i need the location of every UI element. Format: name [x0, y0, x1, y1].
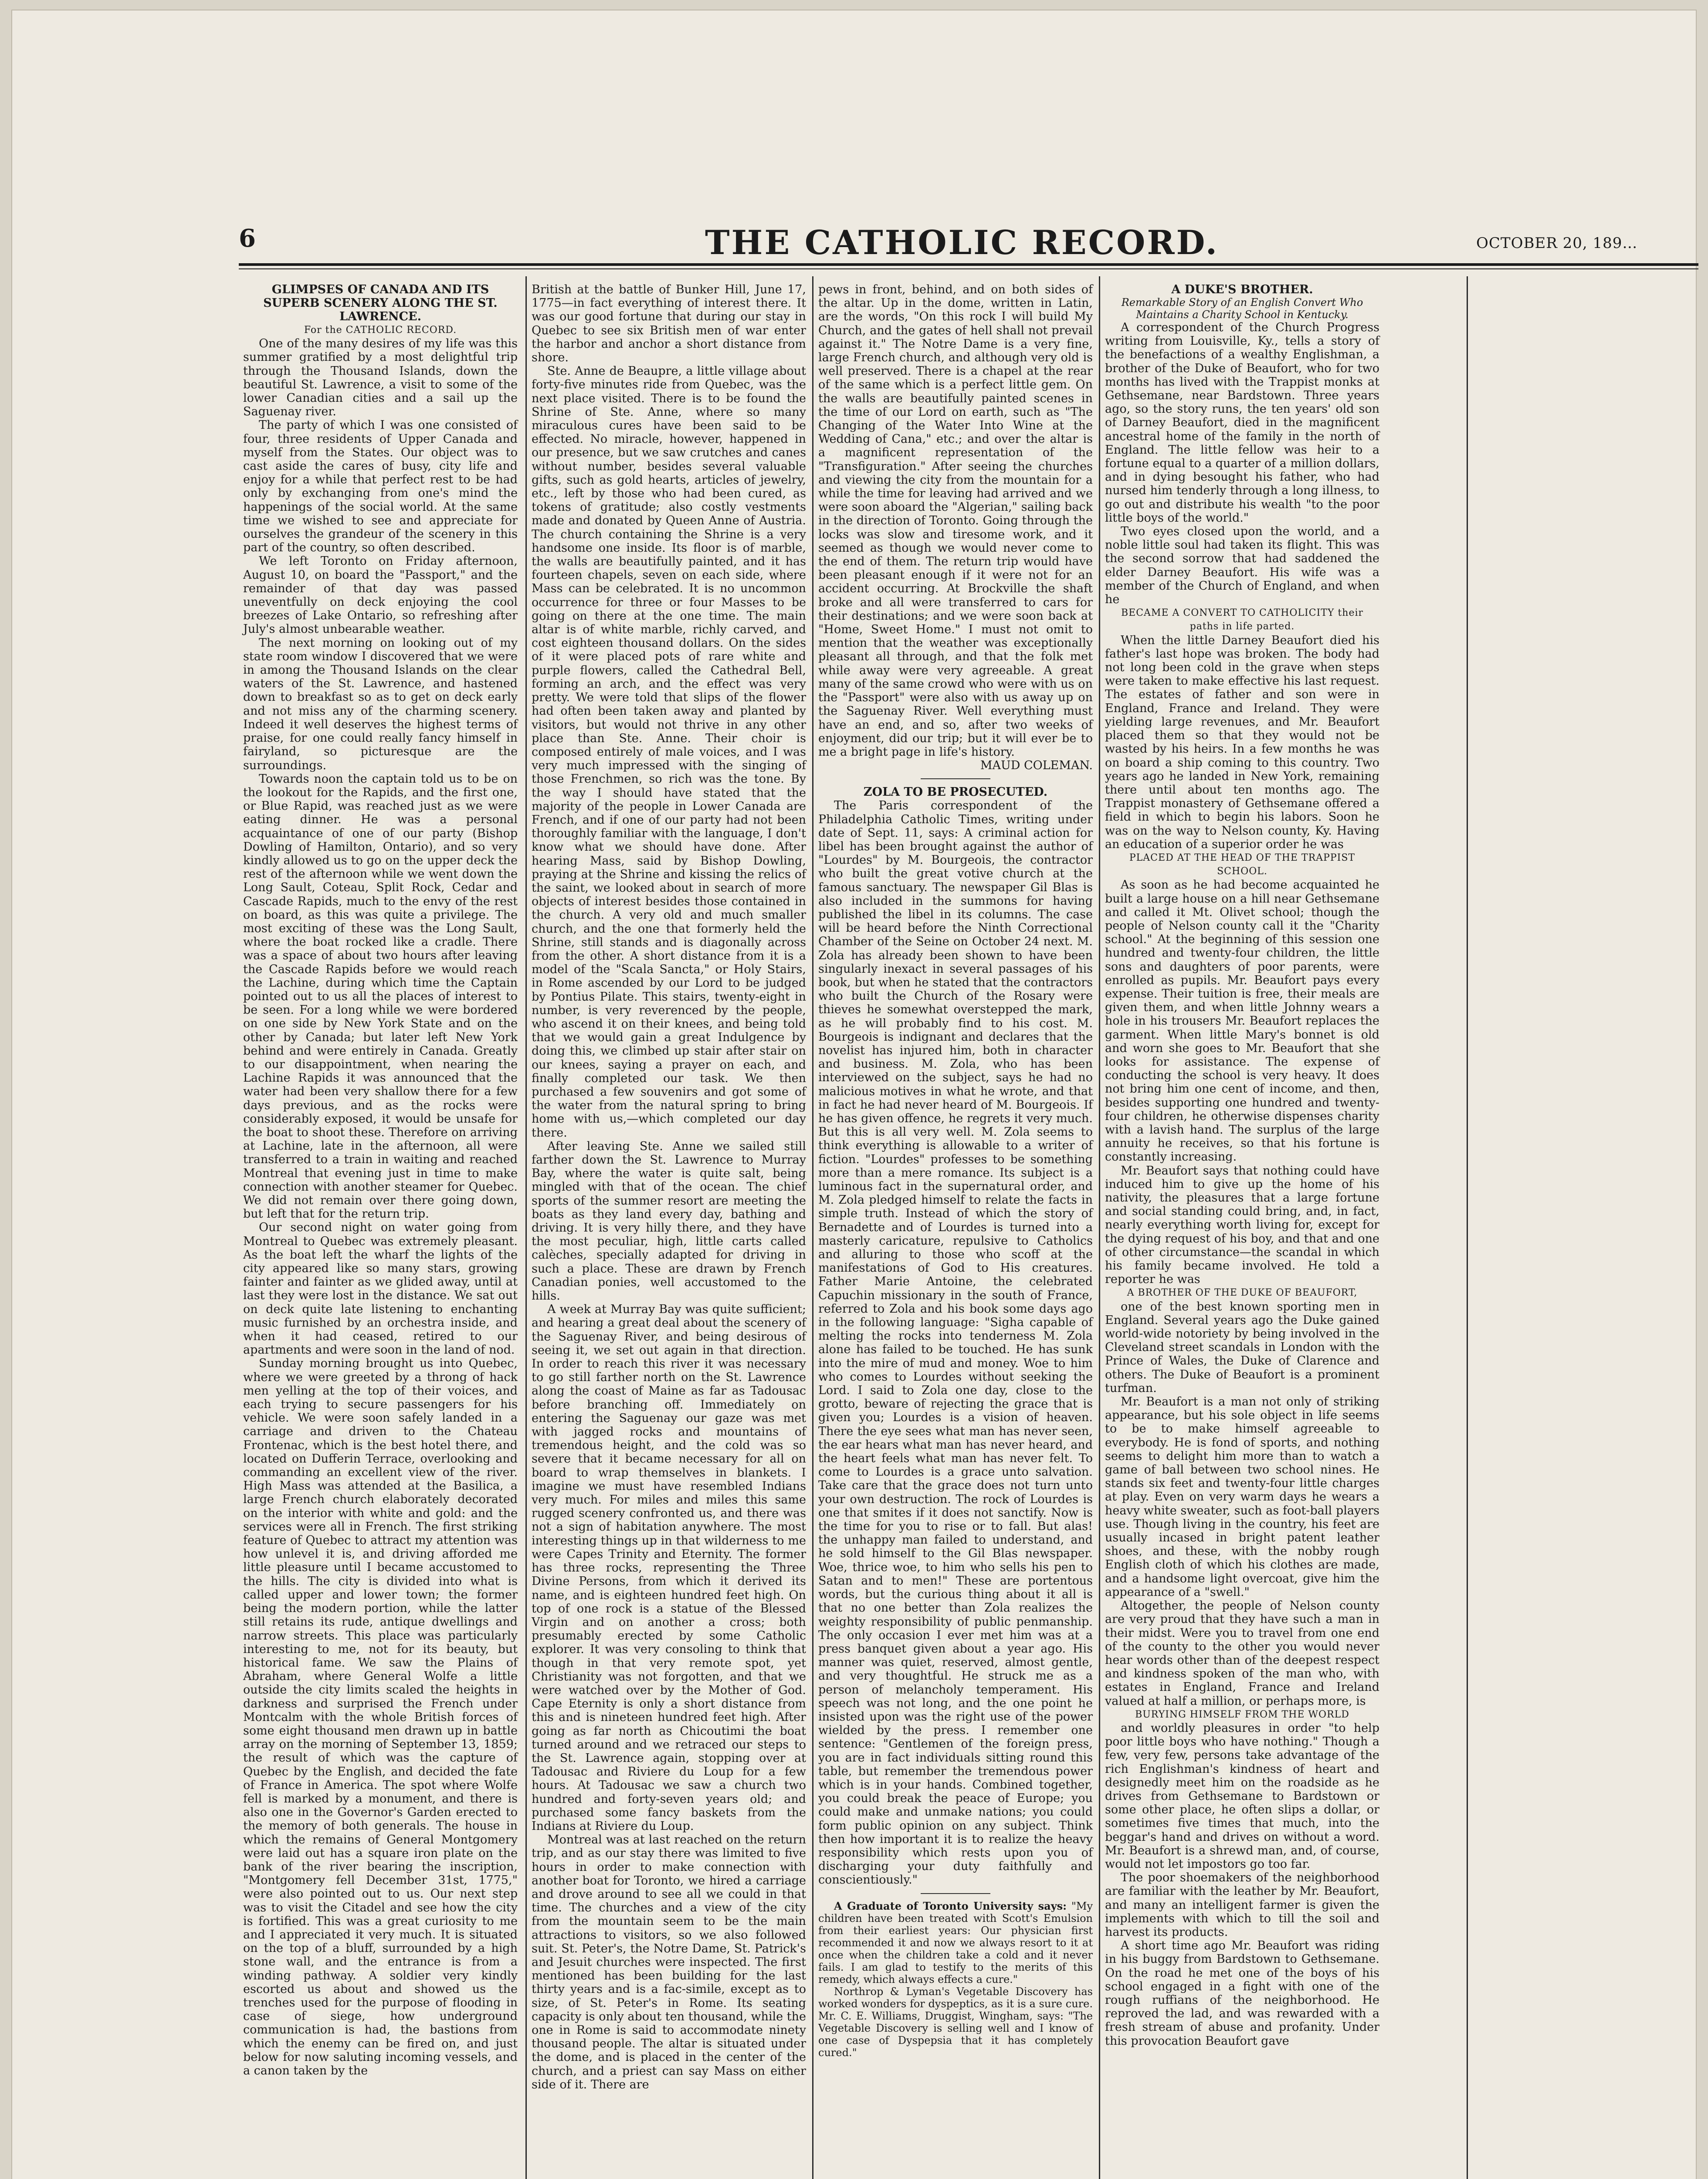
article-heading: A DUKE'S BROTHER.	[1171, 283, 1313, 296]
paragraph: After leaving Ste. Anne we sailed still farther down the St. Lawrence to Murray Bay, where the water is quite salt, being mingled with that of the ocean. The chief sports of the summer resort are meeting the boats as they land every day, bathing and driving. It is very hilly there, and they have the most peculiar, high, little carts called calèches, specially adapted for driving in such a place. These are drawn by French Canadian ponies, well accustomed to the hills.	[532, 1139, 806, 1303]
article-heading: GLIMPSES OF CANADA AND ITS SUPERB SCENERY ALONG THE ST. LAWRENCE.	[263, 283, 498, 323]
paragraph: Towards noon the captain told us to be on the lookout for the Rapids, and the first one, or Blue Rapid, was reached just as we were eating dinner. He was a personal acquaintance of one of our party (Bishop Dowling of Hamilton, Ontario), and so very kindly allowed us to go on the upper deck the rest of the afternoon while we went down the Long Sault, Coteau, Split Rock, Cedar and Cascade Rapids, much to the envy of the rest on board, as this was quite a privilege. The most exciting of these was the Long Sault, where the boat rocked like a cradle. There was a space of about two hours after leaving the Cascade Rapids before we would reach the Lachine, during which time the Captain pointed out to us all the places of interest to be seen. For a long while we were bordered on one side by New York State and on the other by Canada; but later left New York behind and were entirely in Canada. Greatly to our disappointment, when nearing the Lachine Rapids it was announced that the water had been very shallow there for a few days previous, and as the rocks were considerably exposed, it would be unsafe for the boat to shoot these. Therefore on arriving at Lachine, late in the afternoon, all were transferred to a train in waiting and reached Montreal that evening just in time to make connection with another steamer for Quebec. We did not remain over there going down, but left that for the return trip.	[243, 772, 518, 1221]
article-signature: MAUD COLEMAN.	[980, 759, 1093, 773]
section-heading: BECAME A CONVERT TO CATHOLICITY their paths in life parted.	[1121, 608, 1364, 632]
paragraph: As soon as he had become acquainted he built a large house on a hill near Gethsemane and called it Mt. Olivet school; though the people of Nelson county call it the "Charity school." At the beginning of this session one hundred and twenty-four children, the little sons and daughters of poor parents, were enrolled as pupils. Mr. Beaufort pays every expense. Their tuition is free, their meals are given them, and when little Johnny wears a hole in his trousers Mr. Beaufort replaces the garment. When little Mary's bonnet is old and worn she goes to Mr. Beaufort that she looks for assistance. The expense of conducting the school is very heavy. It does not bring him one cent of income, and then, besides supporting one hundred and twenty-four children, he otherwise dispenses charity with a lavish hand. The surplus of the large annuity he receives, so that his fortune is constantly increasing.	[1105, 878, 1379, 1164]
paragraph: British at the battle of Bunker Hill, June 17, 1775—in fact everything of interest there. It was our good fortune that during our stay in Quebec to see six British men of war enter the harbor and anchor a short distance from shore.	[532, 283, 806, 365]
paragraph: pews in front, behind, and on both sides of the altar. Up in the dome, written in Latin, are the words, "On this rock I will build My Church, and the gates of hell shall not prevail against it." The Notre Dame is a very fine, large French church, and although very old is well preserved. There is a chapel at the rear of the same which is a perfect little gem. On the walls are beautifully painted scenes in the time of our Lord on earth, such as "The Changing of the Water Into Wine at the Wedding of Cana," etc.; and over the altar is a magnificent representation of the "Transfiguration." After seeing the churches and viewing the city from the mountain for a while the time for leaving had arrived and we were soon aboard the "Algerian," sailing back in the direction of Toronto. Going through the locks was slow and tiresome work, and it seemed as though we would never come to the end of them. The return trip would have been pleasant enough if it were not for an accident occurring. At Brockville the shaft broke and all were transferred to cars for their destinations; and we were soon back at "Home, Sweet Home." I must not omit to mention that the weather was exceptionally pleasant all through, and that the folk met while away were very agreeable. A great many of the same crowd who were with us on the "Passport" were also with us away up on the Saguenay River. Well everything must have an end, and so, after two weeks of enjoyment, did our trip; but it will ever be to me a bright page in life's history.	[818, 283, 1093, 759]
paragraph: Altogether, the people of Nelson county are very proud that they have such a man in their midst. Were you to travel from one end of the county to the other you would never hear words other than of the deepest respect and kindness spoken of the man who, with estates in England, France and Ireland valued at half a million, or perhaps more, is	[1105, 1599, 1379, 1708]
column-divider	[812, 276, 813, 2179]
column-divider	[1099, 276, 1100, 2179]
masthead-rule-thin	[239, 268, 1698, 269]
paragraph: and worldly pleasures in order "to help poor little boys who have nothing." Though a few, very few, persons take advantage of the rich Englishman's kindness of heart and designedly meet him on the roadside as he drives from Gethsemane to Bardstown or some other place, he often slips a dollar, or sometimes five times that much, into the beggar's hand and drives on without a word. Mr. Beaufort is a shrewd man, and, of course, would not let impostors go too far.	[1105, 1721, 1379, 1871]
paragraph: Two eyes closed upon the world, and a noble little soul had taken its flight. This was the second sorrow that had saddened the elder Darney Beaufort. His wife was a member of the Church of England, and when he	[1105, 525, 1379, 607]
column-1	[243, 283, 518, 2077]
article-heading: ZOLA TO BE PROSECUTED.	[863, 785, 1048, 799]
paragraph: One of the many desires of my life was this summer gratified by a most delightful trip through the Thousand Islands, down the beautiful St. Lawrence, a visit to some of the lower Canadian cities and a sail up the Saguenay river.	[243, 337, 518, 419]
graduate-lead: A Graduate of Toronto University says:	[834, 1899, 1067, 1912]
divider	[921, 778, 990, 779]
divider	[921, 1893, 990, 1894]
paragraph: We left Toronto on Friday afternoon, August 10, on board the "Passport," and the remainder of that day was passed uneventfully on deck enjoying the cool breezes of Lake Ontario, so refreshing after July's almost unbearable weather.	[243, 554, 518, 636]
column-2	[532, 283, 806, 2091]
graduate-text: "My children have been treated with Scott's Emulsion from their earliest years: Our physician first recommended it and now we always resort to it at once when the children take a cold and it never fails. I am glad to testify to the merits of this remedy, which always effects a cure."	[818, 1900, 1093, 1986]
newspaper-page	[12, 10, 1696, 2179]
paragraph: Sunday morning brought us into Quebec, where we were greeted by a throng of hack men yelling at the top of their voices, and each trying to secure passengers for his vehicle. We were soon safely landed in a carriage and driven to the Chateau Frontenac, which is the best hotel there, and located on Dufferin Terrace, overlooking and commanding an excellent view of the river. High Mass was attended at the Basilica, a large French church elaborately decorated on the interior with white and gold: and the services were all in French. The first striking feature of Quebec to attract my attention was how unlevel it is, and driving afforded me little pleasure until I became accustomed to the hills. The city is divided into what is called upper and lower town; the former being the modern portion, while the latter still retains its rude, antique dwellings and narrow streets. This place was particularly interesting to me, not for its beauty, but historical fame. We saw the Plains of Abraham, where General Wolfe a little outside the city limits scaled the heights in darkness and surprised the French under Montcalm with the whole British forces of some eight thousand men drawn up in battle array on the morning of September 13, 1859; the result of which was the capture of Quebec by the English, and decided the fate of France in America. The spot where Wolfe fell is marked by a monument, and there is also one in the Governor's Garden erected to the memory of both generals. The house in which the remains of General Montgomery were laid out has a square iron plate on the bank of the river bearing the inscription, "Montgomery fell December 31st, 1775," were also pointed out to us. Our next step was to visit the Citadel and see how the city is fortified. This was a great curiosity to me and I appreciated it very much. It is situated on the top of a bluff, surrounded by a high stone wall, and the entrance is from a winding pathway. A soldier very kindly escorted us about and showed us the trenches used for the purpose of flooding in case of siege, how underground communication is had, the bastions from which the enemy can be fired on, and just below for now saluting incoming vessels, and a canon taken by the	[243, 1357, 518, 2077]
paragraph: When the little Darney Beaufort died his father's last hope was broken. The body had not long been cold in the grave when steps were taken to make effective his last request. The estates of father and son were in England, France and Ireland. They were yielding large revenues, and Mr. Beaufort placed them so that they would not be wasted by his heirs. In a few months he was on board a ship coming to this country. Two years ago he landed in New York, remaining there until about ten months ago. The Trappist monastery of Gethsemane offered a field in which to begin his labors. Soon he was on the way to Nelson county, Ky. Having an education of a superior order he was	[1105, 633, 1379, 851]
column-3	[818, 283, 1093, 2059]
masthead-rule	[239, 263, 1698, 266]
paragraph: one of the best known sporting men in England. Several years ago the Duke gained world-wide notoriety by being involved in the Cleveland street scandals in London with the Prince of Wales, the Duke of Clarence and others. The Duke of Beaufort is a prominent turfman.	[1105, 1300, 1379, 1395]
column-divider	[525, 276, 527, 2179]
paragraph: Montreal was at last reached on the return trip, and as our stay there was limited to five hours in order to make connection with another boat for Toronto, we hired a carriage and drove around to see all we could in that time. The churches and a view of the city from the mountain seem to be the main attractions to visitors, so we also followed suit. St. Peter's, the Notre Dame, St. Patrick's and Jesuit churches were inspected. The first mentioned has been building for the last thirty years and is a fac-simile, except as to size, of St. Peter's in Rome. Its seating capacity is only about ten thousand, while the one in Rome is said to accommodate ninety thousand people. The altar is situated under the dome, and is placed in the center of the church, and a priest can say Mass on either side of it. There are	[532, 1833, 806, 2091]
section-heading: BURYING HIMSELF FROM THE WORLD	[1135, 1709, 1349, 1720]
paragraph: Mr. Beaufort is a man not only of striking appearance, but his sole object in life seems to be to make himself agreeable to everybody. He is fond of sports, and nothing seems to delight him more than to watch a game of ball between two school nines. He stands six feet and twenty-four little charges at play. Even on very warm days he wears a heavy white sweater, such as foot-ball players use. Though living in the country, his feet are usually incased in bright patent leather shoes, and these, with the nobby rough English cloth of which his clothes are made, and a handsome light overcoat, give him the appearance of a "swell."	[1105, 1395, 1379, 1599]
column-4	[1105, 283, 1379, 2048]
paragraph: The next morning on looking out of my state room window I discovered that we were in among the Thousand Islands on the clear waters of the St. Lawrence, and hastened down to breakfast so as to get on deck early and not miss any of the charming scenery. Indeed it well deserves the highest terms of praise, for one could really fancy himself in fairyland, so picturesque are the surroundings.	[243, 636, 518, 772]
paragraph: The Paris correspondent of the Philadelphia Catholic Times, writing under date of Sept. 11, says: A criminal action for libel has been brought against the author of "Lourdes" by M. Bourgeois, the contractor who built the great votive church at the famous sanctuary. The newspaper Gil Blas is also included in the summons for having published the libel in its columns. The case will be heard before the Ninth Correctional Chamber of the Seine on October 24 next. M. Zola has already been shown to have been singularly inexact in several passages of his book, but when he stated that the contractors who built the Church of the Rosary were thieves he somewhat overstepped the mark, as he will probably find to his cost. M. Bourgeois is indignant and declares that the novelist has injured him, both in character and business. M. Zola, who has been interviewed on the subject, says he had no malicious motives in what he wrote, and that in fact he had never heard of M. Bourgeois. If he has given offence, he regrets it very much. But this is all very well. M. Zola seems to think everything is allowable to a writer of fiction. "Lourdes" professes to be something more than a mere romance. Its subject is a luminous fact in the supernatural order, and M. Zola pledged himself to relate the facts in simple truth. Instead of which the story of Bernadette and of Lourdes is turned into a masterly caricature, repulsive to Catholics and alluring to those who scoff at the manifestations of God to His creatures. Father Marie Antoine, the celebrated Capuchin missionary in the south of France, referred to Zola and his book some days ago in the following language: "Sigha capable of melting the rocks into tenderness M. Zola alone has failed to be touched. He has sunk into the mire of mud and money. Woe to him who comes to Lourdes without seeking the Lord. I said to Zola one day, close to the grotto, beware of rejecting the grace that is given you; Lourdes is a vision of heaven. There the eye sees what man has never seen, the ear hears what man has never heard, and the heart feels what man has never felt. To come to Lourdes is a grace unto salvation. Take care that the grace does not turn unto your own destruction. The rock of Lourdes is one that smites if it does not sanctify. Now is the time for you to rise or to fall. But alas! the unhappy man failed to understand, and he sold himself to the Gil Blas newspaper. Woe, thrice woe, to him who sells his pen to Satan and to men!" These are portentous words, but the curious thing about it all is that no one better than Zola realizes the weighty responsibility of public penmanship. The only occasion I ever met him was at a press banquet given about a year ago. His manner was quiet, reserved, almost gentle, and very thoughtful. He struck me as a person of melancholy temperament. His speech was not long, and the one point he insisted upon was the right use of the power wielded by the press. I remember one sentence: "Gentlemen of the foreign press, you are in fact individuals sitting round this table, but remember the tremendous power which is in your hands. Combined together, you could break the peace of Europe; you could make and unmake nations; you could form public opinion on any subject. Think then how important it is to realize the heavy responsibility which rests upon you of discharging your duty faithfully and conscientiously."	[818, 799, 1093, 1887]
paragraph: A correspondent of the Church Progress writing from Louisville, Ky., tells a story of the benefactions of a wealthy Englishman, a brother of the Duke of Beaufort, who for two months has lived with the Trappist monks at Gethsemane, near Bardstown. Three years ago, so the story runs, the ten years' old son of Darney Beaufort, died in the magnificent ancestral home of the family in the north of England. The little fellow was heir to a fortune equal to a quarter of a million dollars, and in dying besought his father, who had nursed him tenderly through a long illness, to go out and distribute his wealth "to the poor little boys of the world."	[1105, 321, 1379, 525]
section-heading: PLACED AT THE HEAD OF THE TRAPPIST SCHOOL.	[1129, 852, 1356, 877]
section-heading: A BROTHER OF THE DUKE OF BEAUFORT,	[1127, 1287, 1358, 1299]
issue-date: OCTOBER 20, 189…	[1476, 234, 1638, 252]
paragraph: The poor shoemakers of the neighborhood are familiar with the leather by Mr. Beaufort, and many an intelligent farmer is given the implements with which to till the soil and harvest its products.	[1105, 1871, 1379, 1939]
paragraph: Northrop & Lyman's Vegetable Discovery has worked wonders for dyspeptics, as it is a sure cure. Mr. C. E. Williams, Druggist, Wingham, says: "The Vegetable Discovery is selling well and I know of one case of Dyspepsia that it has completely cured."	[818, 1985, 1093, 2059]
column-divider	[1467, 276, 1468, 2179]
paragraph: The party of which I was one consisted of four, three residents of Upper Canada and myself from the States. Our object was to cast aside the cares of busy, city life and enjoy for a while that perfect rest to be had only by exchanging from one's mind the happenings of the social world. At the same time we wished to see and appreciate for ourselves the grandeur of the scenery in this part of the country, so often described.	[243, 418, 518, 555]
paragraph: Mr. Beaufort says that nothing could have induced him to give up the home of his nativity, the pleasures that a large fortune and social standing could bring, and, in fact, nearly everything worth living for, except for the dying request of his boy, and that and one of other circumstance—the scandal in which his family became involved. He told a reporter he was	[1105, 1164, 1379, 1286]
paragraph: A week at Murray Bay was quite sufficient; and hearing a great deal about the scenery of the Saguenay River, and being desirous of seeing it, we set out again in that direction. In order to reach this river it was necessary to go still farther north on the St. Lawrence along the coast of Maine as far as Tadousac before branching off. Immediately on entering the Saguenay our gaze was met with jagged rocks and mountains of tremendous height, and the cold was so severe that it became necessary for all on board to wrap themselves in blankets. I imagine we must have resembled Indians very much. For miles and miles this same rugged scenery confronted us, and there was not a sign of habitation anywhere. The most interesting things up in that wilderness to me were Capes Trinity and Eternity. The former has three rocks, representing the Three Divine Persons, from which it derived its name, and is eighteen hundred feet high. On top of one rock is a statue of the Blessed Virgin and on another a cross; both presumably erected by some Catholic explorer. It was very consoling to think that though in that very remote spot, yet Christianity was not forgotten, and that we were watched over by the Mother of God. Cape Eternity is only a short distance from this and is nineteen hundred feet high. After going as far north as Chicoutimi the boat turned around and we retraced our steps to the St. Lawrence again, stopping over at Tadousac and Riviere du Loup for a few hours. At Tadousac we saw a church two hundred and forty-seven years old; and purchased some fancy baskets from the Indians at Riviere du Loup.	[532, 1303, 806, 1833]
paragraph: Our second night on water going from Montreal to Quebec was extremely pleasant. As the boat left the wharf the lights of the city appeared like so many stars, growing fainter and fainter as we glided away, until at last they were lost in the distance. We sat out on deck quite late listening to enchanting music furnished by an orchestra inside, and when it had ceased, retired to our apartments and were soon in the land of nod.	[243, 1221, 518, 1357]
paragraph	[818, 1900, 1093, 1986]
newspaper-title: THE CATHOLIC RECORD.	[705, 223, 1219, 262]
paragraph: A short time ago Mr. Beaufort was riding in his buggy from Bardstown to Gethsemane. On the road he met one of the boys of his school engaged in a fight with one of the rough ruffians of the neighborhood. He reproved the lad, and was rewarded with a fresh stream of abuse and profanity. Under this provocation Beaufort gave	[1105, 1939, 1379, 2048]
article-subheading: Remarkable Story of an English Convert Who Maintains a Charity School in Kentucky.	[1121, 296, 1363, 321]
article-byline: For the CATHOLIC RECORD.	[304, 325, 457, 336]
paragraph: Ste. Anne de Beaupre, a little village about forty-five minutes ride from Quebec, was the next place visited. There is to be found the Shrine of Ste. Anne, where so many miraculous cures have been said to be effected. No miracle, however, happened in our presence, but we saw crutches and canes without number, besides several valuable gifts, such as gold hearts, articles of jewelry, etc., left by those who had been cured, as tokens of gratitude; also costly vestments made and donated by Queen Anne of Austria. The church containing the Shrine is a very handsome one inside. Its floor is of marble, the walls are beautifully painted, and it has fourteen chapels, seven on each side, where Mass can be celebrated. It is no uncommon occurrence for three or four Masses to be going on there at the one time. The main altar is of white marble, richly carved, and cost eighteen thousand dollars. On the sides of it were placed pots of rare white and purple flowers, called the Cathedral Bell, forming an arch, and the effect was very pretty. We were told that slips of the flower had often been taken away and planted by visitors, but would not thrive in any other place than Ste. Anne. Their choir is composed entirely of male voices, and I was very much impressed with the singing of those Frenchmen, so rich was the tone. By the way I should have stated that the majority of the people in Lower Canada are French, and if one of our party had not been thoroughly familiar with the language, I don't know what we should have done. After hearing Mass, said by Bishop Dowling, praying at the Shrine and kissing the relics of the saint, we looked about in search of more objects of interest besides those contained in the church. A very old and much smaller church, and the one that formerly held the Shrine, still stands and is diagonally across from the other. A short distance from it is a model of the "Scala Sancta," or Holy Stairs, in Rome ascended by our Lord to be judged by Pontius Pilate. This stairs, twenty-eight in number, is very reverenced by the people, who ascend it on their knees, and being told that we would gain a great Indulgence by doing this, we climbed up stair after stair on our knees, saying a prayer on each, and finally completed our task. We then purchased a few souvenirs and got some of the water from the natural spring to bring home with us,—which completed our day there.	[532, 364, 806, 1140]
page-number: 6	[239, 224, 256, 253]
